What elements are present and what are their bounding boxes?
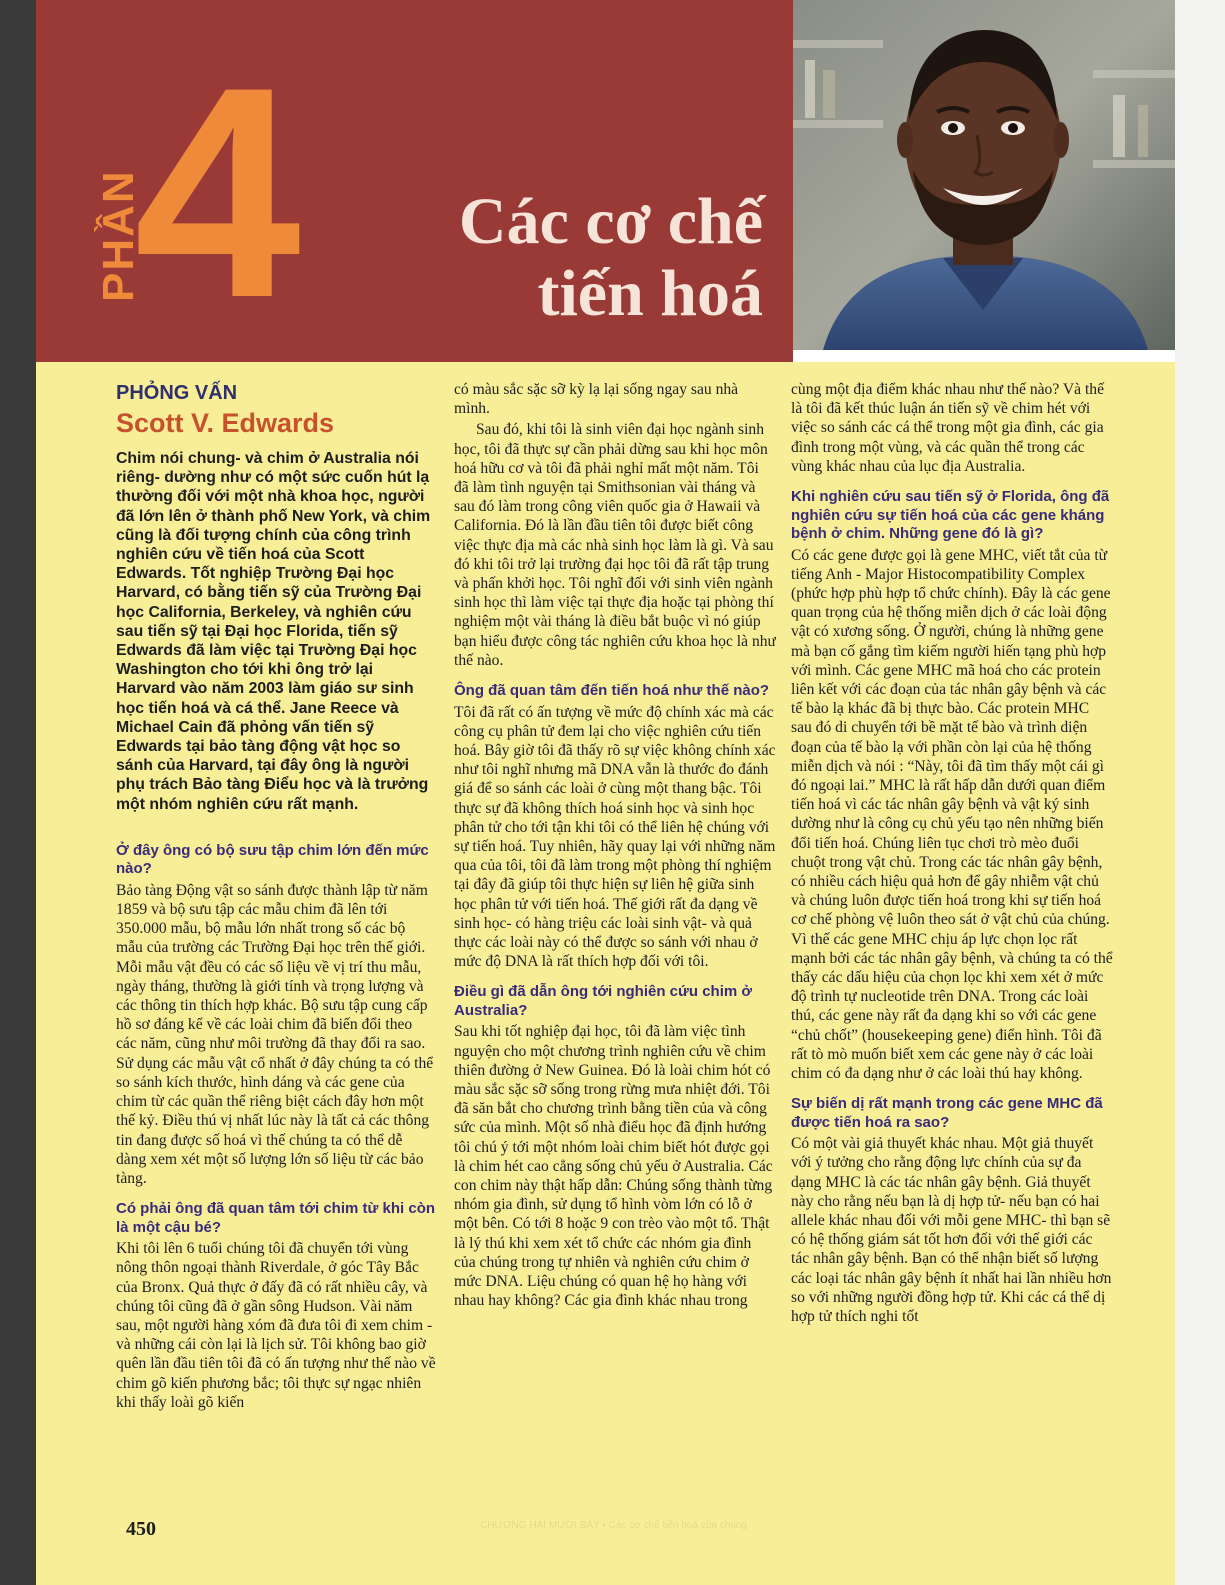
answer-2-paragraph-2 bbox=[454, 420, 776, 670]
column-3 bbox=[791, 362, 1113, 1326]
part-title-line1: Các cơ chế bbox=[458, 185, 763, 258]
interviewee-name: Scott V. Edwards bbox=[116, 408, 335, 438]
answer-2-paragraph-2-text: Sau đó, khi tôi là sinh viên đại học ngành sinh học, tôi đã thực sự cần phải dừng sau khi học môn hoá hữu cơ và tôi đã phải nghỉ mất một năm. Tôi đã làm tình nguyện tại Smithsonian vài tháng và sau đó làm trong công viên quốc gia ở Hawaii và California. Đó là lần đầu tiên tôi được biết công việc thực địa mà các nhà sinh học làm là gì. Và sau đó khi tôi trở lại trường đại học tôi đã rất tập trung và phấn khởi học. Tôi nghĩ đối với sinh viên ngành sinh học thì làm việc tại thực địa hoặc tại phòng thí nghiệm một vài tháng là điều bắt buộc vì nó giúp bạn hiểu được công tác nghiên cứu khoa học là như thế nào. bbox=[454, 421, 776, 669]
part-title-line2: tiến hoá bbox=[537, 257, 763, 330]
answer-4: Sau khi tốt nghiệp đại học, tôi đã làm việc tình nguyện cho một chương trình nghiên cứu về chim thiên đường ở New Guinea. Đó là loài chim hót có màu sắc sặc sỡ sống trong rừng mưa nhiệt đới. Tôi đã săn bắt cho chương trình bằng tiền của và công sức của mình. Một số nhà điểu học đã định hướng tôi chú ý tới một nhóm loài chim biết hót được gọi là chim hét cao cẳng sống chủ yếu ở Australia. Các con chim này thật hấp dẫn: Chúng sống thành từng nhóm gia đình, sử dụng tổ hình vòm lớn có lỗ ở một bên. Có tới 8 hoặc 9 con trèo vào một tổ. Thật là lý thú khi xem xét tổ chức các nhóm gia đình của chúng trong tự nhiên và nghiên cứu chim ở mức DNA. Liệu chúng có quan hệ họ hàng với nhau hay không? Các gia đình khác nhau trong bbox=[454, 1023, 773, 1310]
scan-left-edge bbox=[0, 0, 36, 1585]
page-number: 450 bbox=[126, 1518, 156, 1540]
answer-4-continued: cùng một địa điểm khác nhau như thế nào? Và thế là tôi đã kết thúc luận án tiến sỹ về chim hét với việc so sánh các cá thể trong một gia đình, các gia đình trong một vùng, và các quần thể trong các vùng khác nhau của lục địa Australia. bbox=[791, 381, 1105, 475]
question-6: Sự biến dị rất mạnh trong các gene MHC đã được tiến hoá ra sao? bbox=[791, 1095, 1103, 1131]
question-3: Ông đã quan tâm đến tiến hoá như thế nào? bbox=[454, 682, 770, 700]
question-1: Ở đây ông có bộ sưu tập chim lớn đến mức nào? bbox=[116, 841, 429, 878]
part-number: 4 bbox=[134, 24, 293, 360]
scan-right-edge bbox=[1175, 0, 1225, 1585]
portrait-illustration bbox=[793, 0, 1175, 350]
question-5: Khi nghiên cứu sau tiến sỹ ở Florida, ông đã nghiên cứu sự tiến hoá của các gene kháng bệnh ở chim. Những gene đó là gì? bbox=[791, 488, 1110, 543]
part-label-text: PHẦN bbox=[94, 169, 143, 302]
article-body bbox=[36, 362, 1175, 1585]
answer-3: Tôi đã rất có ấn tượng về mức độ chính xác mà các công cụ phân tử đem lại cho việc nghiên cứu tiến hoá. Bây giờ tôi đã thấy rõ sự việc không chính xác như tôi nghĩ nhưng mã DNA vẫn là thước đo đánh giá để so sánh các loài ở cùng một thang bậc. Tôi thực sự đã không thích hoá sinh học và sinh học phân tử cho tới tận khi tôi có thể liên hệ chúng với sự tiến hoá. Tuy nhiên, hãy quay lại với những năm qua của tôi, tôi đã làm trong một phòng thí nghiệm tại đây đã giúp tôi thực hiện sự liên hệ giữa sinh học phân tử với tiến hoá. Thế giới rất đa dạng về sinh học- có hàng triệu các loài sinh vật- và quả thực các loài này có thể được so sánh với nhau ở mức độ DNA là rất thích hợp đối với tôi. bbox=[454, 703, 776, 971]
column-1 bbox=[116, 362, 436, 1412]
part-title bbox=[459, 186, 763, 330]
answer-1: Bảo tàng Động vật so sánh được thành lập từ năm 1859 và bộ sưu tập các mẫu chim đã lên tới 350.000 mẫu, bộ mẫu lớn nhất trong số các bộ mẫu của trường các Trường Đại học trên thế giới. Mỗi mẫu vật đều có các số liệu về vị trí thu mẫu, ngày tháng, thường là giới tính và trọng lượng và các thông tin thích hợp khác. Bộ sưu tập cung cấp hồ sơ đáng kể về các loài chim đã biến đổi theo các năm, cũng như môi trường đã thay đổi ra sao. Sử dụng các mẫu vật cổ nhất ở đây chúng ta có thể so sánh kích thước, hình dáng và các gene của chim từ các quần thể riêng biệt cách đây hơn một thế kỷ. Điều thú vị nhất lúc này là tất cả các thông tin đang được số hoá vì thế chúng ta có thể dễ dàng xem xét một số lượng lớn số liệu từ các bảo tàng. bbox=[116, 881, 434, 1187]
column-2 bbox=[454, 362, 776, 1310]
part-banner bbox=[36, 0, 793, 362]
answer-2-continued: có màu sắc sặc sỡ kỳ lạ lại sống ngay sau nhà mình. bbox=[454, 381, 739, 418]
portrait-photo bbox=[793, 0, 1175, 350]
answer-2: Khi tôi lên 6 tuổi chúng tôi đã chuyển tới vùng nông thôn ngoại thành Riverdale, ở góc Tây Bắc của Bronx. Quả thực ở đấy đã có rất nhiều cây, và chúng tôi cũng đã ở gần sông Hudson. Vài năm sau, một người hàng xóm đã đưa tôi đi xem chim - và những cái còn lại là lịch sử. Tôi không bao giờ quên lần đầu tiên tôi đã có ấn tượng như thế nào về chim gõ kiến phương bắc; tôi thực sự ngạc nhiên khi thấy loài gõ kiến bbox=[116, 1240, 436, 1411]
running-footer: CHƯƠNG HAI MƯƠI BẢY • Các cơ chế tiến hoá của chúng bbox=[480, 1520, 747, 1531]
interview-kicker: PHỎNG VẤN bbox=[116, 382, 238, 404]
interview-intro: Chim nói chung- và chim ở Australia nói riêng- dường như có một sức cuốn hút lạ thường đối với một nhà khoa học, người đã lớn lên ở thành phố New York, và chim cũng là đối tượng chính của công trình nghiên cứu về tiến hoá của Scott Edwards. Tốt nghiệp Trường Đại học Harvard, có bằng tiến sỹ của Trường Đại học California, Berkeley, và nghiên cứu sau tiến sỹ tại Đại học Florida, tiến sỹ Edwards đã làm việc tại Trường Đại học Washington cho tới khi ông trở lại Harvard vào năm 2003 làm giáo sư sinh học tiến hoá và cá thể. Jane Reece và Michael Cain đã phỏng vấn tiến sỹ Edwards tại bảo tàng động vật học so sánh của Harvard, tại đây ông là người phụ trách Bảo tàng Điểu học và là trưởng một nhóm nghiên cứu rất mạnh. bbox=[116, 450, 431, 813]
question-4: Điều gì đã dẫn ông tới nghiên cứu chim ở Australia? bbox=[454, 983, 753, 1019]
answer-5: Có các gene được gọi là gene MHC, viết tắt của từ tiếng Anh - Major Histocompatibility Complex (phức hợp phù hợp tổ chức chính). Đây là các gene quan trọng của hệ thống miễn dịch ở các loài động vật có xương sống. Ở người, chúng là những gene mà bạn cố gắng tìm kiếm người hiến tạng phù hợp với mình. Các gene MHC mã hoá cho các protein liên kết với các đoạn của tác nhân gây bệnh và các tế bào lạ khác đã bị thực bào. Các protein MHC sau đó di chuyển tới bề mặt tế bào và trình diện đoạn của tế bào lạ với phần còn lại của hệ thống miễn dịch và nói : “Này, tôi đã tìm thấy một cái gì đó ngoại lai.” MHC là rất hấp dẫn dưới quan điểm tiến hoá vì các tác nhân gây bệnh và vật ký sinh dường như là công cụ chủ yếu tạo nên những biến đổi tiến hoá. Chúng liên tục chơi trò mèo đuổi chuột trong vật chủ. Trong các tác nhân gây bệnh, có nhiều cách hiệu quả hơn để gây nhiễm vật chủ và chúng luôn được tiến hoá trong khi sự tiến hoá cơ chế phòng vệ luôn theo sát ở vật chủ của chúng. Vì thế các gene MHC chịu áp lực chọn lọc rất mạnh bởi các tác nhân gây bệnh, và chúng ta có thể thấy các dấu hiệu của chọn lọc khi xem xét ở mức độ trình tự nucleotide trên DNA. Trong các loài thú, các gene này rất đa dạng khi so với các gene “chủ chốt” (housekeeping gene) điển hình. Tôi đã rất tò mò muốn biết xem các gene này ở các loài chim có đa dạng như ở các loài thú hay không. bbox=[791, 546, 1113, 1082]
question-2: Có phải ông đã quan tâm tới chim từ khi còn là một cậu bé? bbox=[116, 1200, 436, 1236]
answer-6: Có một vài giả thuyết khác nhau. Một giả thuyết với ý tưởng cho rằng động lực chính của sự đa dạng MHC là các tác nhân gây bệnh. Giả thuyết này cho rằng nếu bạn là dị hợp tử- nếu bạn có hai allele khác nhau đối với mỗi gene MHC- thì bạn sẽ có hệ thống giám sát tốt hơn đối với thế giới các tác nhân gây bệnh. Bạn có thể nhận biết số lượng các loại tác nhân gây bệnh ít nhất hai lần nhiều hơn so với những người đồng hợp tử. Khi các cá thể dị hợp tử thích nghi tốt bbox=[791, 1135, 1112, 1326]
